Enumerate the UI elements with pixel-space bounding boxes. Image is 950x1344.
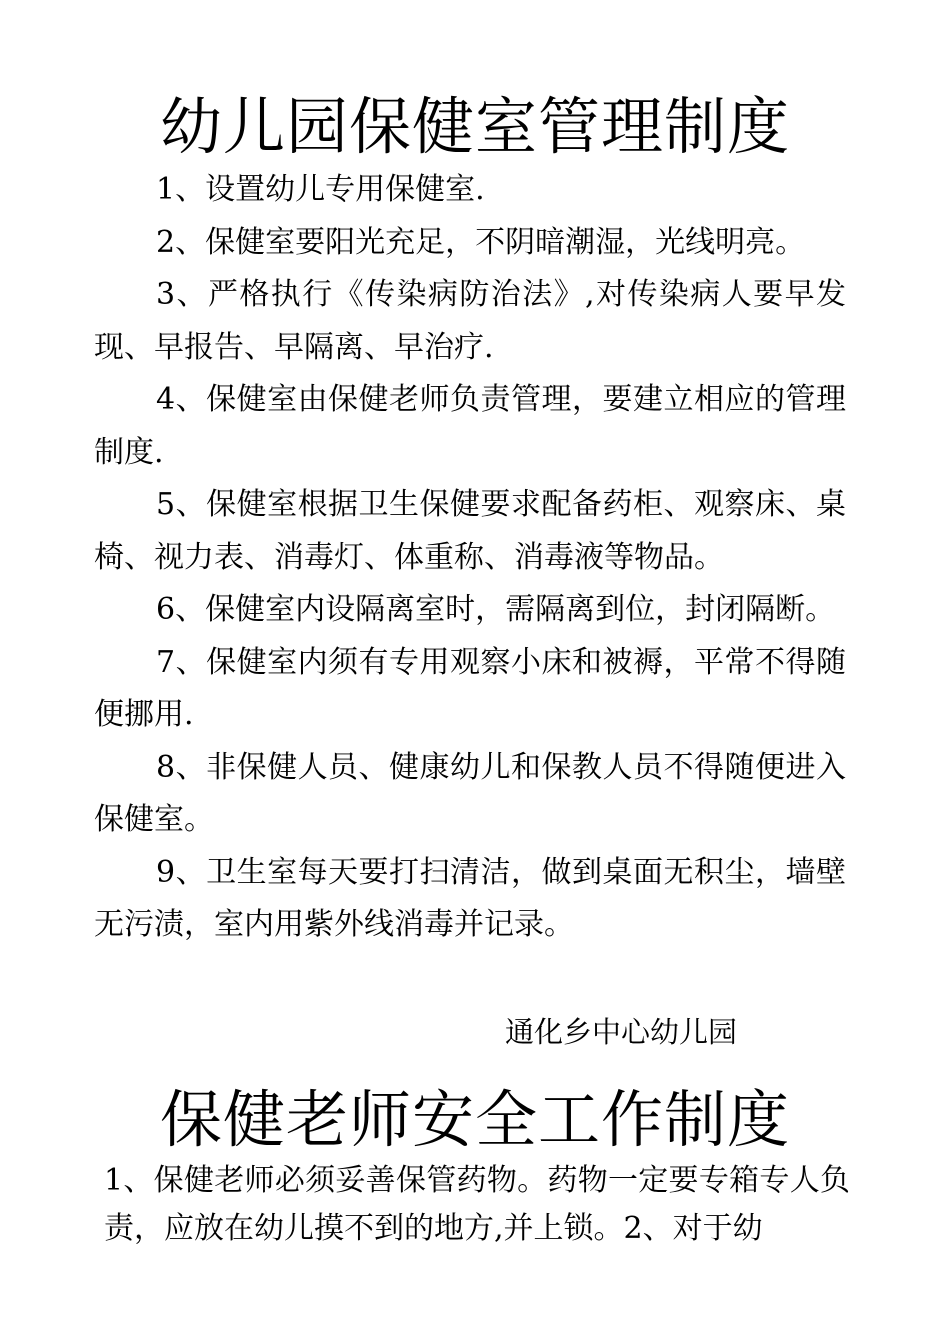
section2-body (104, 1157, 850, 1253)
signature: 通化乡中心幼儿园 (505, 1015, 738, 1049)
rule-item-8: 8、非保健人员、健康幼儿和保教人员不得随便进入保健室。 (94, 749, 846, 837)
section2-text: 1、保健老师必须妥善保管药物。药物一定要专箱专人负责，应放在幼儿摸不到的地方,并上锁。2、对于幼 (104, 1163, 850, 1246)
section2-title: 保健老师安全工作制度 (159, 1083, 790, 1156)
rule-item-4: 4、保健室由保健老师负责管理，要建立相应的管理制度. (94, 382, 846, 470)
rule-item-7: 7、保健室内须有专用观察小床和被褥，平常不得随便挪用. (94, 644, 846, 732)
rule-item-6: 6、保健室内设隔离室时，需隔离到位，封闭隔断。 (156, 592, 836, 627)
section1-body (94, 164, 846, 952)
rule-item-5: 5、保健室根据卫生保健要求配备药柜、观察床、桌椅、视力表、消毒灯、体重称、消毒液等物品。 (94, 487, 846, 575)
rule-item-9: 9、卫生室每天要打扫清洁，做到桌面无积尘，墙壁无污渍，室内用紫外线消毒并记录。 (94, 854, 846, 942)
rule-item-3: 3、严格执行《传染病防治法》,对传染病人要早发现、早报告、早隔离、早治疗. (94, 277, 846, 365)
rule-item-1: 1、设置幼儿专用保健室. (156, 172, 485, 207)
section1-title: 幼儿园保健室管理制度 (159, 90, 790, 163)
rule-item-2: 2、保健室要阳光充足，不阴暗潮湿，光线明亮。 (156, 224, 806, 260)
